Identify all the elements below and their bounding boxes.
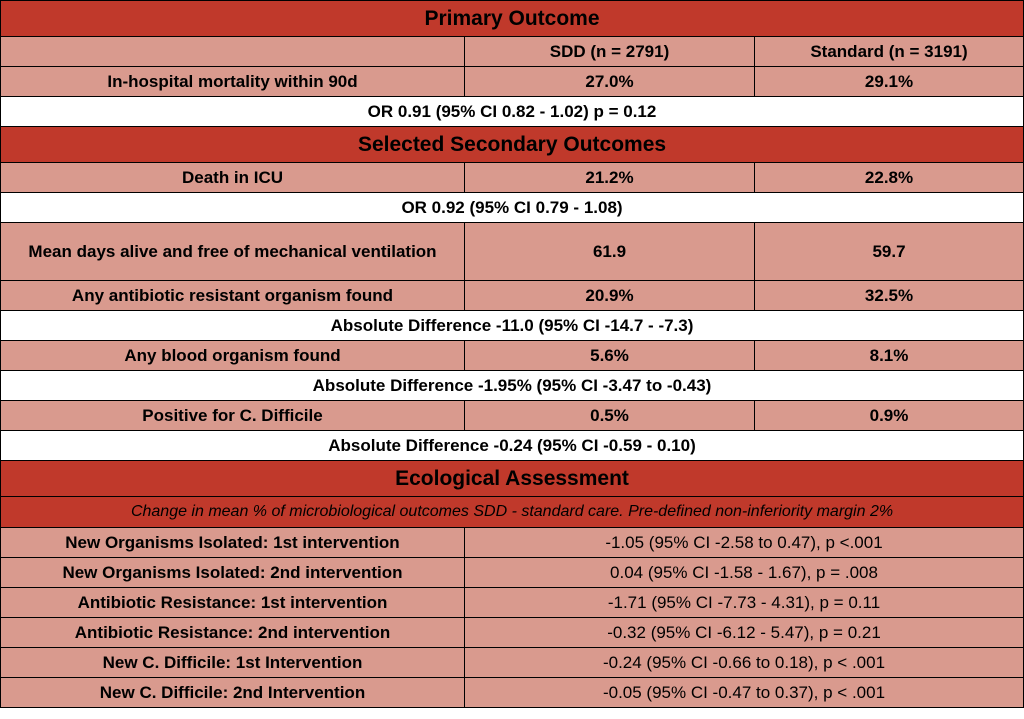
row-label: In-hospital mortality within 90d <box>1 67 465 97</box>
row-label: Any blood organism found <box>1 341 465 371</box>
eco-row-value: 0.04 (95% CI -1.58 - 1.67), p = .008 <box>465 558 1024 588</box>
eco-row-value: -0.24 (95% CI -0.66 to 0.18), p < .001 <box>465 648 1024 678</box>
eco-row-label: Antibiotic Resistance: 1st intervention <box>1 588 465 618</box>
row-value-sdd: 0.5% <box>465 401 755 431</box>
stat-row: Absolute Difference -1.95% (95% CI -3.47 to -0.43) <box>1 371 1024 401</box>
row-value-standard: 29.1% <box>755 67 1024 97</box>
column-header-sdd: SDD (n = 2791) <box>465 37 755 67</box>
row-value-standard: 32.5% <box>755 281 1024 311</box>
header-blank-cell <box>1 37 465 67</box>
section-title-ecological: Ecological Assessment <box>1 461 1024 497</box>
row-value-sdd: 61.9 <box>465 223 755 281</box>
row-value-standard: 59.7 <box>755 223 1024 281</box>
row-value-sdd: 21.2% <box>465 163 755 193</box>
section-title-primary: Primary Outcome <box>1 1 1024 37</box>
stat-row: OR 0.92 (95% CI 0.79 - 1.08) <box>1 193 1024 223</box>
ecological-note: Change in mean % of microbiological outcomes SDD - standard care. Pre-defined non-inferiority margin 2% <box>1 497 1024 528</box>
eco-row-value: -0.32 (95% CI -6.12 - 5.47), p = 0.21 <box>465 618 1024 648</box>
row-value-standard: 0.9% <box>755 401 1024 431</box>
stat-row: Absolute Difference -11.0 (95% CI -14.7 - -7.3) <box>1 311 1024 341</box>
section-title-secondary: Selected Secondary Outcomes <box>1 127 1024 163</box>
row-label: Death in ICU <box>1 163 465 193</box>
eco-row-label: New C. Difficile: 1st Intervention <box>1 648 465 678</box>
eco-row-value: -1.71 (95% CI -7.73 - 4.31), p = 0.11 <box>465 588 1024 618</box>
eco-row-label: Antibiotic Resistance: 2nd intervention <box>1 618 465 648</box>
row-value-sdd: 27.0% <box>465 67 755 97</box>
stat-row: OR 0.91 (95% CI 0.82 - 1.02) p = 0.12 <box>1 97 1024 127</box>
eco-row-value: -1.05 (95% CI -2.58 to 0.47), p <.001 <box>465 528 1024 558</box>
row-label: Mean days alive and free of mechanical ventilation <box>1 223 465 281</box>
eco-row-value: -0.05 (95% CI -0.47 to 0.37), p < .001 <box>465 678 1024 708</box>
stat-row: Absolute Difference -0.24 (95% CI -0.59 - 0.10) <box>1 431 1024 461</box>
row-value-sdd: 20.9% <box>465 281 755 311</box>
eco-row-label: New Organisms Isolated: 2nd intervention <box>1 558 465 588</box>
column-header-standard: Standard (n = 3191) <box>755 37 1024 67</box>
row-label: Any antibiotic resistant organism found <box>1 281 465 311</box>
row-value-sdd: 5.6% <box>465 341 755 371</box>
eco-row-label: New Organisms Isolated: 1st intervention <box>1 528 465 558</box>
eco-row-label: New C. Difficile: 2nd Intervention <box>1 678 465 708</box>
row-value-standard: 8.1% <box>755 341 1024 371</box>
row-label: Positive for C. Difficile <box>1 401 465 431</box>
row-value-standard: 22.8% <box>755 163 1024 193</box>
